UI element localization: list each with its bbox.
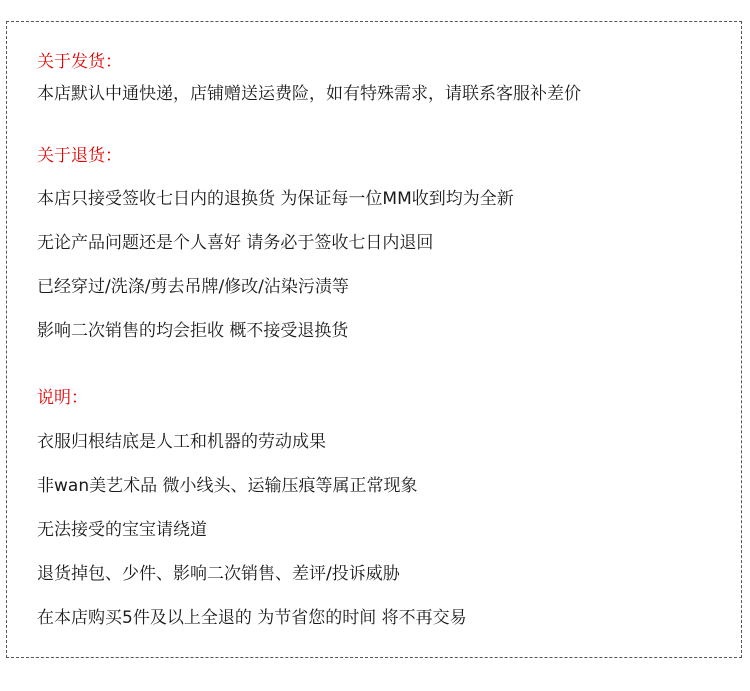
returns-line: 影响二次销售的均会拒收 概不接受退换货 [37, 321, 349, 341]
notes-heading: 说明： [37, 388, 88, 408]
notes-line: 非wan美艺术品 微小线头、运输压痕等属正常现象 [37, 476, 418, 496]
returns-line: 已经穿过/洗涤/剪去吊牌/修改/沾染污渍等 [37, 277, 349, 297]
shipping-heading: 关于发货： [37, 52, 122, 72]
returns-line: 无论产品问题还是个人喜好 请务必于签收七日内退回 [37, 233, 434, 253]
returns-line: 本店只接受签收七日内的退换货 为保证每一位MM收到均为全新 [37, 189, 514, 209]
notes-line: 无法接受的宝宝请绕道 [37, 520, 207, 540]
returns-heading: 关于退货： [37, 146, 122, 166]
notes-line: 衣服归根结底是人工和机器的劳动成果 [37, 432, 326, 452]
notes-line: 在本店购买5件及以上全退的 为节省您的时间 将不再交易 [37, 608, 467, 628]
notice-frame [6, 21, 742, 658]
notes-line: 退货掉包、少件、影响二次销售、差评/投诉威胁 [37, 564, 400, 584]
shipping-text: 本店默认中通快递，店铺赠送运费险，如有特殊需求，请联系客服补差价 [37, 84, 581, 104]
